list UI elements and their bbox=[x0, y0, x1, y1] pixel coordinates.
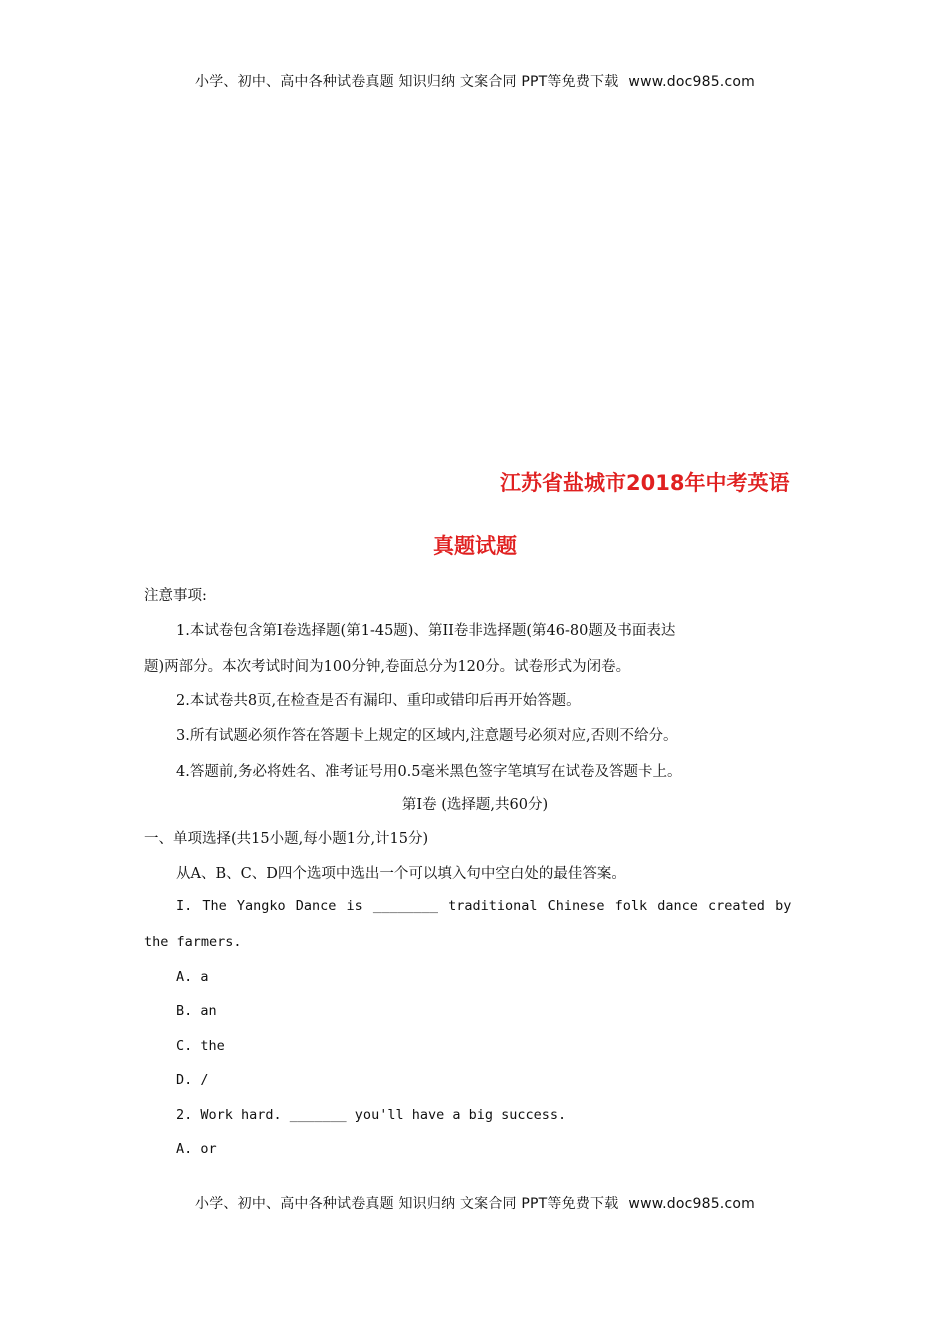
question-1-line-2: the farmers. bbox=[144, 934, 242, 950]
section-instruction: 从A、B、C、D四个选项中选出一个可以填入句中空白处的最佳答案。 bbox=[176, 866, 626, 882]
title-line-1: 江苏省盐城市2018年中考英语 bbox=[500, 471, 790, 495]
note-item-1b: 题)两部分。本次考试时间为100分钟,卷面总分为120分。试卷形式为闭卷。 bbox=[144, 659, 631, 675]
note-item-1a: 1.本试卷包含第I卷选择题(第1-45题)、第II卷非选择题(第46-80题及书面表达 bbox=[176, 623, 676, 639]
note-item-4: 4.答题前,务必将姓名、准考证号用0.5毫米黑色签字笔填写在试卷及答题卡上。 bbox=[176, 764, 682, 780]
note-item-3: 3.所有试题必须作答在答题卡上规定的区域内,注意题号必须对应,否则不给分。 bbox=[176, 728, 678, 744]
notes-heading: 注意事项: bbox=[144, 588, 207, 604]
footer-url[interactable]: www.doc985.com bbox=[628, 1196, 755, 1212]
page-footer bbox=[0, 1193, 950, 1213]
footer-text: 小学、初中、高中各种试卷真题 知识归纳 文案合同 PPT等免费下载 bbox=[195, 1196, 619, 1212]
question-1-option-a: A. a bbox=[176, 969, 209, 985]
question-2-option-a: A. or bbox=[176, 1141, 217, 1157]
section-title: 一、单项选择(共15小题,每小题1分,计15分) bbox=[144, 831, 429, 847]
question-1-option-d: D. / bbox=[176, 1072, 209, 1088]
header-url[interactable]: www.doc985.com bbox=[628, 74, 755, 90]
note-item-2: 2.本试卷共8页,在检查是否有漏印、重印或错印后再开始答题。 bbox=[176, 693, 581, 709]
part1-title: 第I卷 (选择题,共60分) bbox=[401, 797, 549, 813]
question-1-option-c: C. the bbox=[176, 1038, 225, 1054]
question-2-line-1: 2. Work hard. _______ you'll have a big success. bbox=[176, 1107, 567, 1123]
question-1-option-b: B. an bbox=[176, 1003, 217, 1019]
page-header bbox=[0, 71, 950, 91]
question-1-line-1: I. The Yangko Dance is ________ traditional Chinese folk dance created by bbox=[176, 898, 792, 914]
title-line-2: 真题试题 bbox=[433, 534, 517, 558]
header-text: 小学、初中、高中各种试卷真题 知识归纳 文案合同 PPT等免费下载 bbox=[195, 74, 619, 90]
